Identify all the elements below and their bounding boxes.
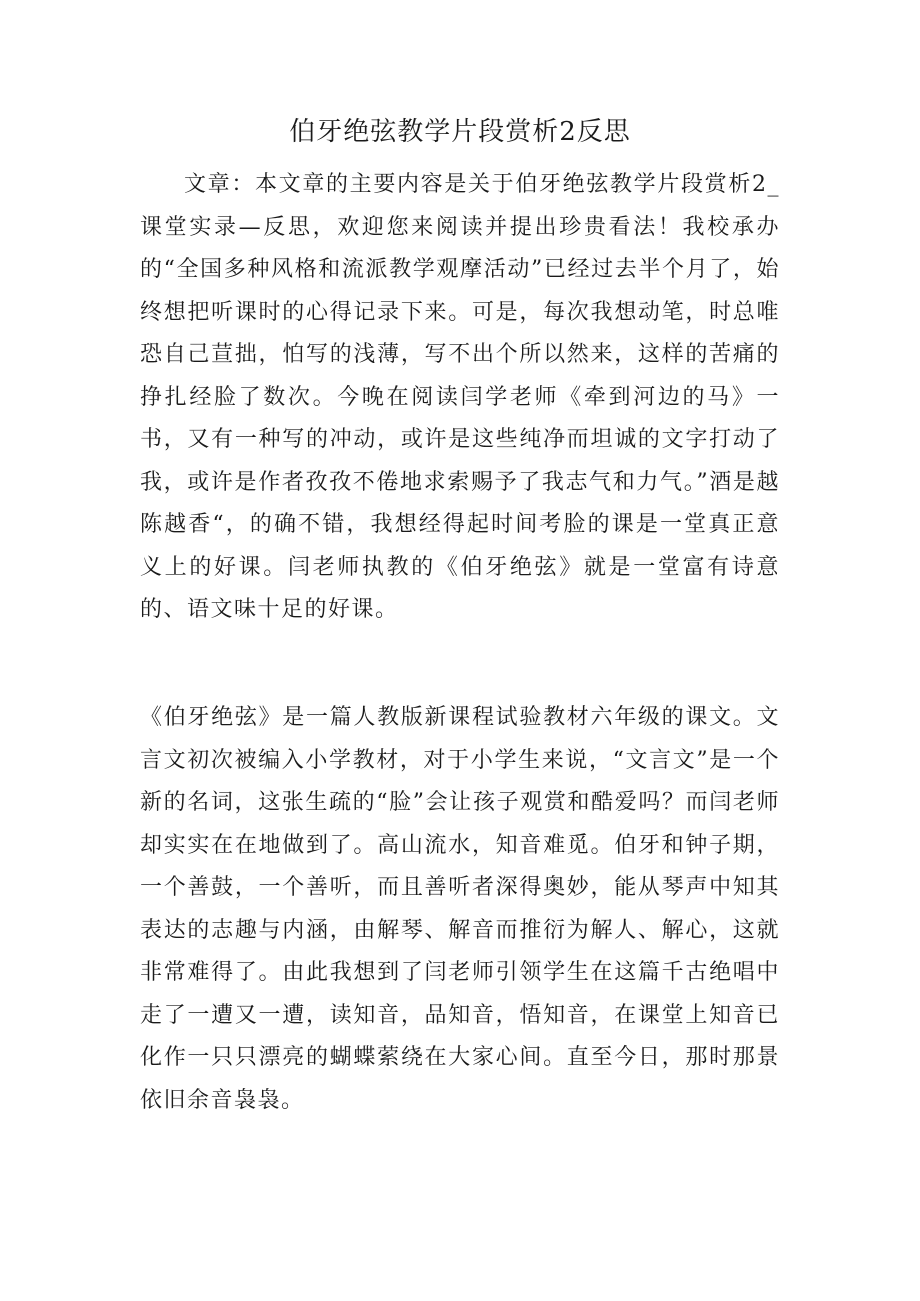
document-title: 伯牙绝弦教学片段赏析2反思 [289,117,631,147]
paragraph-analysis: 《伯牙绝弦》是一篇人教版新课程试验教材六年级的课文。文言文初次被编入小学教材，对于小学生来说，“文言文”是一个新的名词，这张生疏的“脸”会让孩子观赏和酷爱吗？而闫老师却实实在在地做到了。高山流水，知音难觅。伯牙和钟子期，一个善鼓，一个善听，而且善听者深得奥妙，能从琴声中知其表达的志趣与内涵，由解琴、解音而推衍为解人、解心，这就非常难得了。由此我想到了闫老师引领学生在这篇千古绝唱中走了一遭又一遭，读知音，品知音，悟知音，在课堂上知音已化作一只只漂亮的蝴蝶萦绕在大家心间。直至今日，那时那景依旧余音袅袅。 [140,705,780,1113]
paragraph-intro: 文章：本文章的主要内容是关于伯牙绝弦教学片段赏析2_课堂实录—反思，欢迎您来阅读并提出珍贵看法！我校承办的“全国多种风格和流派教学观摩活动”已经过去半个月了，始终想把听课时的心得记录下来。可是，每次我想动笔，时总唯恐自己荁拙，怕写的浅薄，写不出个所以然来，这样的苦痛的挣扎经脸了数次。今晚在阅读闫学老师《牵到河边的马》一书，又有一种写的冲动，或许是这些纯净而坦诚的文字打动了我，或许是作者孜孜不倦地求索赐予了我志气和力气。”酒是越陈越香“，的确不错，我想经得起时间考脸的课是一堂真正意义上的好课。闫老师执教的《伯牙绝弦》就是一堂富有诗意的、语文味十足的好课。 [140,172,780,622]
